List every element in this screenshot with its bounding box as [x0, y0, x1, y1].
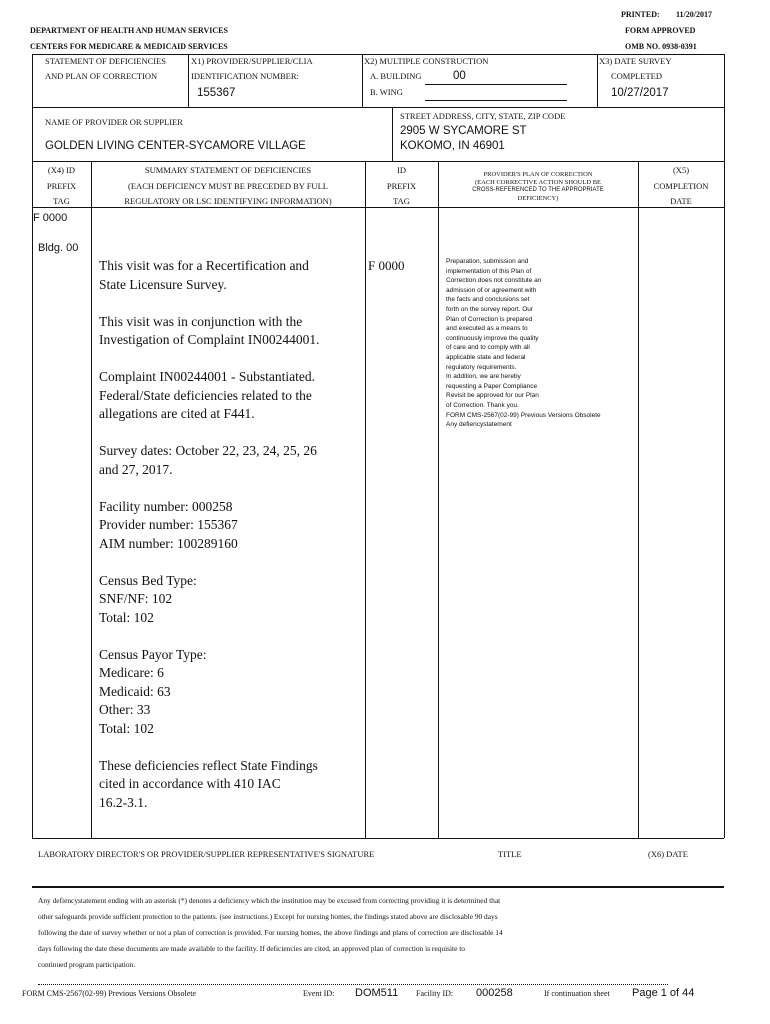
plan-line: Preparation, submission and: [446, 258, 529, 265]
paragraph-payor-type: Census Payor Type: Medicare: 6 Medicaid: 63 Other: 33 Total: 102: [99, 646, 207, 736]
footer-form-number: FORM CMS-2567(02-99) Previous Versions Obsolete: [22, 989, 197, 998]
plan-line: requesting a Paper Compliance: [446, 382, 538, 390]
disclaimer-line: days following the date these documents are made available to the facility. If deficiencies are cited, an approved plan of correction is requisite to: [38, 944, 465, 953]
date-header: DATE: [670, 196, 692, 206]
plan-line: regulatory requirements.: [446, 363, 517, 371]
summary-header: SUMMARY STATEMENT OF DEFICIENCIES: [144, 165, 312, 175]
paragraph-complaint: Complaint IN00244001 - Substantiated. Federal/State deficiencies related to the allegations are cited at F441.: [99, 369, 315, 421]
event-id-value: DOM511: [355, 987, 399, 999]
paragraph-bed-type: Census Bed Type: SNF/NF: 102 Total: 102: [99, 572, 197, 625]
printed-label: PRINTED:: [621, 10, 660, 19]
plan-line: of Correction. Thank you.: [446, 401, 519, 409]
disclaimer-line: following the date of survey whether or not a plan of correction is provided. For nursing homes, the above findings and plans of correction are disclosable 14: [38, 928, 503, 937]
plan-subheader-3: DEFICIENCY): [517, 195, 559, 202]
x5-header: (X5): [672, 165, 690, 175]
tag-header: TAG: [393, 196, 410, 206]
wing-label: B. WING: [370, 87, 403, 97]
paragraph-state-findings: These deficiencies reflect State Findings cited in accordance with 410 IAC 16.2-3.1.: [99, 757, 318, 810]
plan-line: Plan of Correction is prepared: [446, 315, 533, 323]
department-title: DEPARTMENT OF HEALTH AND HUMAN SERVICES: [30, 26, 228, 35]
plan-line: In addition, we are hereby: [446, 373, 521, 381]
omb-number: OMB NO. 0938-0391: [625, 42, 697, 51]
multiple-construction-label: X2) MULTIPLE CONSTRUCTION: [364, 56, 489, 66]
completion-header: COMPLETION: [653, 181, 709, 191]
plan-subheader-2: CROSS-REFERENCED TO THE APPROPRIATE: [472, 187, 604, 193]
plan-line: Revisit be approved for our Plan: [446, 392, 539, 400]
form-approved: FORM APPROVED: [625, 26, 696, 35]
address-label: STREET ADDRESS, CITY, STATE, ZIP CODE: [400, 111, 566, 121]
provider-name-label: NAME OF PROVIDER OR SUPPLIER: [45, 117, 183, 127]
plan-of-correction-label: AND PLAN OF CORRECTION: [45, 71, 158, 81]
id-header: ID: [397, 165, 406, 175]
x4-tag-header: TAG: [53, 196, 70, 206]
summary-subheader-2: REGULATORY OR LSC IDENTIFYING INFORMATION): [124, 196, 332, 206]
event-id-label: Event ID:: [303, 989, 335, 998]
x4-prefix-header: PREFIX: [46, 181, 77, 191]
plan-line: Any defiencystatement: [446, 421, 512, 429]
plan-line: continuously improve the quality: [446, 334, 539, 342]
disclaimer-line: other safeguards provide sufficient protection to the patients. (see instructions.) Except for nursing homes, the findings stated above are disclosable 90 days: [38, 912, 498, 921]
printed-date: 11/20/2017: [676, 10, 713, 19]
plan-line: forth on the survey report. Our: [446, 305, 534, 313]
building-value: 00: [453, 70, 466, 82]
address-street: 2905 W SYCAMORE ST: [400, 125, 527, 137]
plan-line: implementation of this Plan of: [446, 267, 532, 275]
identification-number-label: IDENTIFICATION NUMBER:: [191, 71, 299, 81]
deficiency-summary: [99, 257, 361, 831]
plan-line: applicable state and federal: [446, 353, 526, 361]
statement-label: STATEMENT OF DEFICIENCIES: [45, 56, 167, 66]
plan-line: and executed as a means to: [446, 325, 528, 333]
paragraph-conjunction: This visit was in conjunction with the Investigation of Complaint IN00244001.: [99, 313, 320, 347]
provider-id-value: 155367: [197, 87, 236, 99]
plan-line: Correction does not constitute an: [446, 277, 542, 285]
centers-title: CENTERS FOR MEDICARE & MEDICAID SERVICES: [30, 42, 228, 51]
page-number: Page 1 of 44: [632, 987, 695, 999]
continuation-label: If continuation sheet: [544, 989, 610, 998]
date-survey-label: X3) DATE SURVEY: [599, 56, 672, 66]
building-label: A. BUILDING: [370, 71, 422, 81]
plan-line: FORM CMS-2567(02-99) Previous Versions Obsolete: [446, 411, 601, 419]
facility-id-value: 000258: [476, 987, 513, 999]
left-tag: F 0000: [33, 212, 68, 224]
provider-id-label: X1) PROVIDER/SUPPLIER/CLIA: [191, 56, 313, 66]
plan-line: of care and to comply with all: [446, 344, 530, 352]
right-tag: F 0000: [368, 258, 405, 273]
plan-line: admission of or agreement with: [446, 286, 537, 294]
disclaimer-line: continued program participation.: [38, 960, 136, 969]
prefix-header: PREFIX: [386, 181, 417, 191]
x4-id-header: (X4) ID: [47, 165, 76, 175]
paragraph-visit: This visit was for a Recertification and State Licensure Survey.: [99, 258, 309, 292]
survey-date-value: 10/27/2017: [611, 87, 669, 99]
completed-label: COMPLETED: [611, 71, 662, 81]
provider-name: GOLDEN LIVING CENTER-SYCAMORE VILLAGE: [45, 140, 306, 152]
paragraph-facility-numbers: Facility number: 000258 Provider number: 155367 AIM number: 100289160: [99, 498, 238, 551]
plan-of-correction-text: [446, 257, 601, 430]
address-city: KOKOMO, IN 46901: [400, 140, 505, 152]
building-tag: Bldg. 00: [38, 242, 79, 254]
plan-header: PROVIDER'S PLAN OF CORRECTION: [483, 171, 593, 178]
x6-date-label: (X6) DATE: [648, 849, 688, 859]
plan-line: the facts and conclusions set: [446, 296, 530, 304]
signature-label: LABORATORY DIRECTOR'S OR PROVIDER/SUPPLIER REPRESENTATIVE'S SIGNATURE: [38, 849, 375, 859]
plan-subheader: (EACH CORRECTIVE ACTION SHOULD BE: [474, 179, 602, 186]
paragraph-survey-dates: Survey dates: October 22, 23, 24, 25, 26 and 27, 2017.: [99, 443, 317, 477]
title-label: TITLE: [498, 849, 522, 859]
disclaimer-line: Any defiencystatement ending with an asterisk (*) denotes a deficiency which the institution may be excused from correcting providing it is determined that: [38, 896, 501, 905]
facility-id-label: Facility ID:: [416, 989, 454, 998]
summary-subheader: (EACH DEFICIENCY MUST BE PRECEDED BY FULL: [128, 181, 328, 191]
